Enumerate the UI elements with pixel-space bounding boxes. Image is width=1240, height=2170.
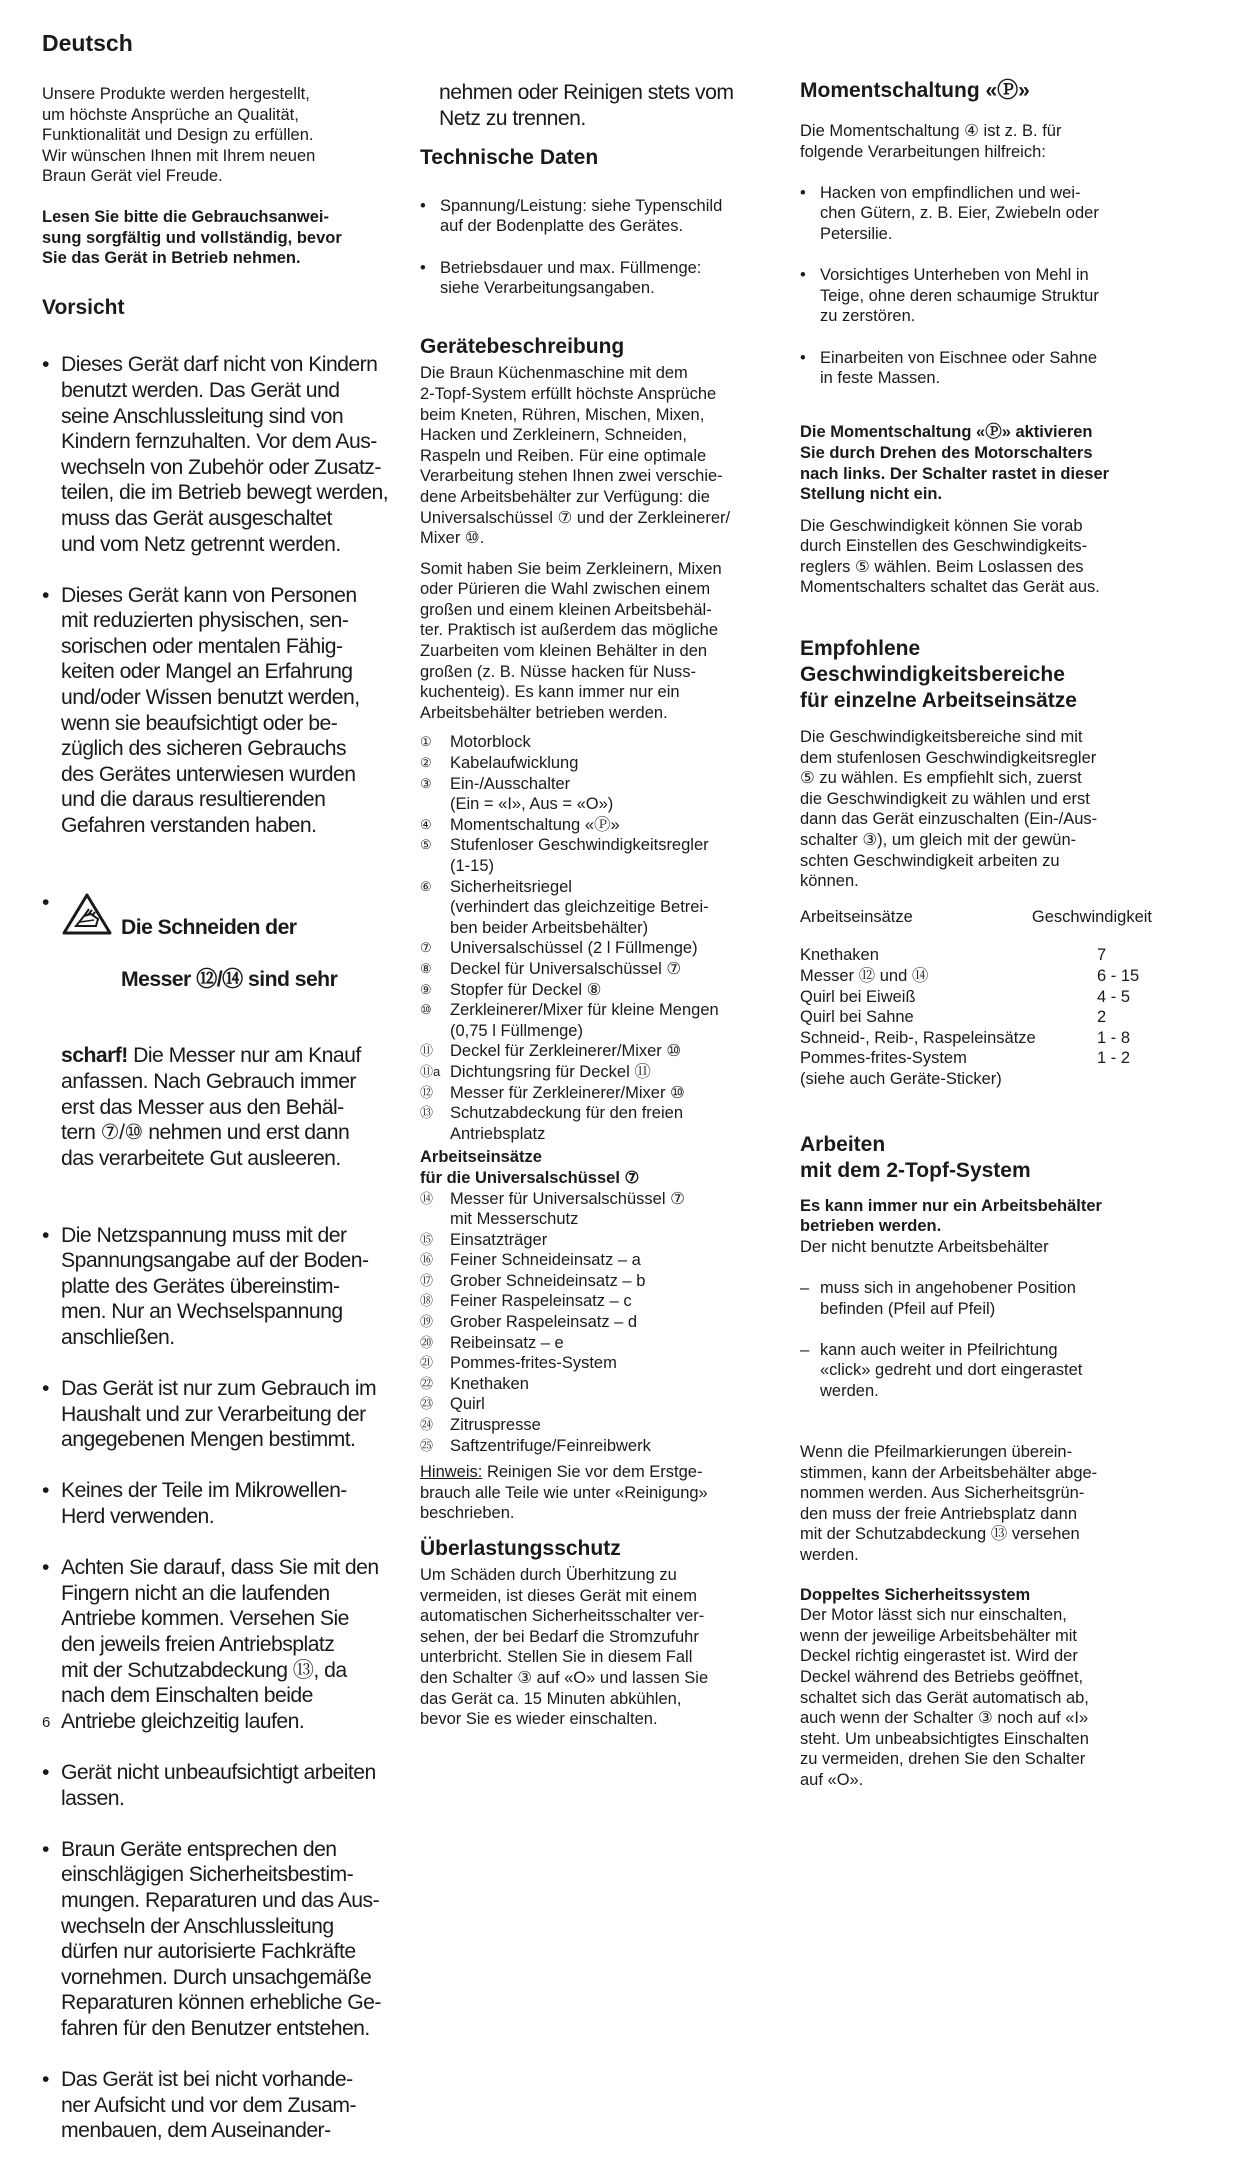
list-item: ⑮ Einsatzträger [420,1230,548,1249]
list-item: ㉓ Quirl [420,1395,485,1414]
list-item: ⑬ Schutzabdeckung für den freien Antriebsplatz [420,1104,683,1143]
table-row: (siehe auch Geräte-Sticker) [800,1069,1002,1088]
list-item: • Das Gerät ist bei nicht vorhande- ner Aufsicht und vor dem Zusam- menbauen, dem Auseinander- [42,2067,392,2144]
list-item: • Das Gerät ist nur zum Gebrauch im Haushalt und zur Verarbeitung der angegebenen Mengen bestimmt. [42,1376,392,1453]
list-item: ⑤ Stufenloser Geschwindigkeitsregler (1-15) [420,836,709,875]
list-item: ⑪a Dichtungsring für Deckel ⑪ [420,1062,651,1081]
twopot-lead: Der nicht benutzte Arbeitsbehälter [800,1237,1049,1256]
column-2 [420,80,765,1730]
list-item: ⑰ Grober Schneideinsatz – b [420,1271,646,1290]
list-item: ⑱ Feiner Raspeleinsatz – c [420,1292,632,1311]
list-item: ⑨ Stopfer für Deckel ⑧ [420,980,602,999]
table-row: Knethaken 7 [800,946,1107,965]
warning-text: Die Messer nur am Knauf anfassen. Nach Gebrauch immer erst das Messer aus den Behäl- tern ⑦/⑩ nehmen und erst dann das verarbeitete Gut ausleeren. [61,1044,361,1170]
list-item: ② Kabelaufwicklung [420,754,579,773]
speed-heading: Empfohlene Geschwindigkeitsbereiche für einzelne Arbeitseinsätze [800,637,1077,713]
overload-text: Um Schäden durch Überhitzung zu vermeiden, ist dieses Gerät mit einem automatischen Sicherheitsschalter ver- sehen, der bei Bedarf die Stromzufuhr unterbricht. Stellen Sie in diesem Fall den Schalter ③ auf «O» und lassen Sie das Gerät ca. 15 Minuten abkühlen, bevor Sie es wieder einschalten. [420,1566,709,1729]
moment-text: Die Geschwindigkeit können Sie vorab durch Einstellen des Geschwindigkeits- reglers ⑤ wählen. Beim Loslassen des Momentschalters schaltet das Gerät aus. [800,516,1100,597]
list-item: ⑪ Deckel für Zerkleinerer/Mixer ⑩ [420,1042,682,1061]
page-number: 6 [42,1714,51,1731]
geraet-heading: Gerätebeschreibung [420,335,625,359]
attachments-heading: Arbeitseinsätze für die Universalschüssel ⑦ [420,1148,640,1187]
list-item: • Achten Sie darauf, dass Sie mit den Fingern nicht an die laufenden Antriebe kommen. Versehen Sie den jeweils freien Antriebsplatz mit der Schutzabdeckung ⑬, da nach dem Einschalten beide Antriebe gleichzeitig laufen. [42,1555,392,1734]
twopot-bold-text: Es kann immer nur ein Arbeitsbehälter betrieben werden. [800,1196,1102,1236]
list-item: ⑩ Zerkleinerer/Mixer für kleine Mengen (0,75 l Füllmenge) [420,1001,719,1040]
list-item: • Vorsichtiges Unterheben von Mehl in Teige, ohne deren schaumige Struktur zu zerstören. [800,265,1152,327]
list-item: – muss sich in angehobener Position befinden (Pfeil auf Pfeil) [800,1278,1152,1319]
warning-emphasis: scharf! [61,1044,128,1068]
list-item: ⑦ Universalschüssel (2 l Füllmenge) [420,939,698,958]
list-item: ㉔ Zitruspresse [420,1416,541,1435]
overload-heading: Überlastungsschutz [420,1537,621,1560]
knife-warning [42,864,392,1197]
speed-col-label: Arbeitseinsätze [800,907,913,926]
vorsicht-list-continued [42,1197,392,2170]
list-item: ㉑ Pommes-frites-System [420,1354,617,1373]
continuation-text: nehmen oder Reinigen stets vom Netz zu trennen. [439,81,734,130]
list-item: – kann auch weiter in Pfeilrichtung «click» gedreht und dort eingerastet werden. [800,1340,1152,1402]
twopot-text: Wenn die Pfeilmarkierungen überein- stimmen, kann der Arbeitsbehälter abge- nommen werden. Aus Sicherheitsgrün- den muss der freie Antriebsplatz dann mit der Schutzabdeckung ⑬ versehen werden. [800,1443,1098,1565]
list-item: ⑳ Reibeinsatz – e [420,1333,564,1352]
hinweis-text: Hinweis: Reinigen Sie vor dem Erstge- brauch alle Teile wie unter «Reinigung» beschrieben. [420,1463,708,1523]
twopot-heading: Arbeiten mit dem 2-Topf-System [800,1132,1031,1182]
geraet-text-2: Somit haben Sie beim Zerkleinern, Mixen oder Pürieren die Wahl zwischen einem großen und einem kleinen Arbeitsbehäl- ter. Praktisch ist außerdem das mögliche Zuarbeiten vom kleinen Behälter in den großen (z. B. Nüsse hacken für Nuss- kuchenteig). Es kann immer nur ein Arbeitsbehälter betrieben werden. [420,559,722,722]
table-row: Pommes-frites-System 1 - 2 [800,1049,1131,1068]
moment-heading: Momentschaltung «Ⓟ» [800,79,1030,102]
list-item: ⑲ Grober Raspeleinsatz – d [420,1313,638,1332]
list-item: ⑥ Sicherheitsriegel (verhindert das gleichzeitige Betrei- ben beider Arbeitsbehälter) [420,877,709,937]
vorsicht-list [42,327,392,864]
tech-list [420,175,765,319]
list-item: ① Motorblock [420,733,531,752]
moment-list [800,162,1152,409]
list-item: • Dieses Gerät kann von Personen mit reduzierten physischen, sen- sorischen oder mentalen Fähig- keiten oder Mangel an Erfahrung und/oder Wissen benutzt werden, wenn sie beaufsichtigt oder be- züglich des sicheren Gebrauchs des Gerätes unterwiesen wurden und die daraus resultierenden Gefahren verstanden haben. [42,583,392,839]
warning-line-2: Messer ⑫/⑭ sind sehr [121,967,338,991]
parts-list [420,732,765,1144]
list-item: • Braun Geräte entsprechen den einschlägigen Sicherheitsbestim- mungen. Reparaturen und das Aus- wechseln der Anschlussleitung dürfen nur autorisierte Fachkräfte vornehmen. Durch unsachgemäße Reparaturen können erhebliche Ge- fahren für den Benutzer entstehen. [42,1837,392,2042]
bullet: • [42,890,49,914]
attachments-list [420,1189,765,1457]
moment-bold-text: Die Momentschaltung «Ⓟ» aktivieren Sie durch Drehen des Motorschalters nach links. Der Schalter rastet in dieser Stellung nicht ein. [800,423,1110,504]
page-heading: Deutsch [42,30,133,56]
list-item: ㉕ Saftzentrifuge/Feinreibwerk [420,1436,651,1455]
column-3 [800,78,1152,1791]
column-1 [42,84,392,2170]
list-item: • Keines der Teile im Mikrowellen- Herd verwenden. [42,1478,392,1529]
list-item: ㉒ Knethaken [420,1374,529,1393]
speed-col-value: Geschwindigkeit [1031,907,1152,926]
table-row: Messer ⑫ und ⑭ 6 - 15 [800,967,1140,985]
list-item: ④ Momentschaltung «Ⓟ» [420,815,620,834]
list-item: ③ Ein-/Ausschalter (Ein = «I», Aus = «O») [420,774,614,814]
list-item: ⑭ Messer für Universalschüssel ⑦ mit Messerschutz [420,1189,685,1229]
moment-intro: Die Momentschaltung ④ ist z. B. für folgende Verarbeitungen hilfreich: [800,122,1062,161]
list-item: • Gerät nicht unbeaufsichtigt arbeiten lassen. [42,1760,392,1811]
geraet-text-1: Die Braun Küchenmaschine mit dem 2-Topf-System erfüllt höchste Ansprüche beim Kneten, Rühren, Mischen, Mixen, Hacken und Zerkleinern, Schneiden, Raspeln und Reiben. Für eine optimale Verarbeitung stehen Ihnen zwei verschie- dene Arbeitsbehälter zur Verfügung: die Universalschüssel ⑦ und der Zerkleinerer/ Mixer ⑩. [420,364,731,548]
twopot-list [800,1257,1152,1422]
vorsicht-heading: Vorsicht [42,295,125,319]
list-item: • Spannung/Leistung: siehe Typenschild auf der Bodenplatte des Gerätes. [420,196,765,237]
list-item: ⑫ Messer für Zerkleinerer/Mixer ⑩ [420,1083,685,1102]
list-item: • Die Netzspannung muss mit der Spannungsangabe auf der Boden- platte des Gerätes übereinstim- men. Nur an Wechselspannung anschließen. [42,1223,392,1351]
hand-cut-warning-icon [61,892,113,936]
list-item: • Einarbeiten von Eischnee oder Sahne in feste Massen. [800,348,1152,389]
double-heading: Doppeltes Sicherheitssystem [800,1585,1031,1604]
intro-text: Unsere Produkte werden hergestellt, um höchste Ansprüche an Qualität, Funktionalität und Design zu erfüllen. Wir wünschen Ihnen mit Ihrem neuen Braun Gerät viel Freude. [42,85,316,186]
list-item: • Dieses Gerät darf nicht von Kindern benutzt werden. Das Gerät und seine Anschlussleitung sind von Kindern fernzuhalten. Vor dem Aus- wechseln von Zubehör oder Zusatz- teilen, die im Betrieb bewegt werden, muss das Gerät ausgeschaltet und vom Netz getrennt werden. [42,352,392,557]
list-item: ⑧ Deckel für Universalschüssel ⑦ [420,959,682,978]
tech-heading: Technische Daten [420,146,599,170]
table-row: Quirl bei Sahne 2 [800,1008,1107,1027]
double-text: Der Motor lässt sich nur einschalten, wenn der jeweilige Arbeitsbehälter mit Deckel richtig eingerastet ist. Wird der Deckel während des Betriebs geöffnet, schaltet sich das Gerät automatisch ab, auch wenn der Schalter ③ noch auf «I» steht. Um unbeabsichtigtes Einschalten zu vermeiden, drehen Sie den Schalter auf «O». [800,1606,1089,1789]
list-item: • Hacken von empfindlichen und wei- chen Gütern, z. B. Eier, Zwiebeln oder Petersilie. [800,183,1152,245]
speed-table [800,945,1152,1089]
table-row: Schneid-, Reib-, Raspeleinsätze 1 - 8 [800,1028,1131,1047]
speed-table-header [800,907,1152,928]
list-item: ⑯ Feiner Schneideinsatz – a [420,1251,641,1270]
intro-bold-text: Lesen Sie bitte die Gebrauchsanwei- sung sorgfältig und vollständig, bevor Sie das Gerät in Betrieb nehmen. [42,207,342,268]
table-row: Quirl bei Eiweiß 4 - 5 [800,987,1131,1006]
warning-line-1: Die Schneiden der [121,916,297,940]
speed-intro: Die Geschwindigkeitsbereiche sind mit dem stufenlosen Geschwindigkeitsregler ⑤ zu wählen. Es empfiehlt sich, zuerst die Geschwindigkeit zu wählen und erst dann das Gerät einzuschalten (Ein-/Aus- schalter ③), um gleich mit der gewün- schten Geschwindigkeit arbeiten zu können. [800,728,1098,891]
list-item: • Betriebsdauer und max. Füllmenge: siehe Verarbeitungsangaben. [420,258,765,299]
